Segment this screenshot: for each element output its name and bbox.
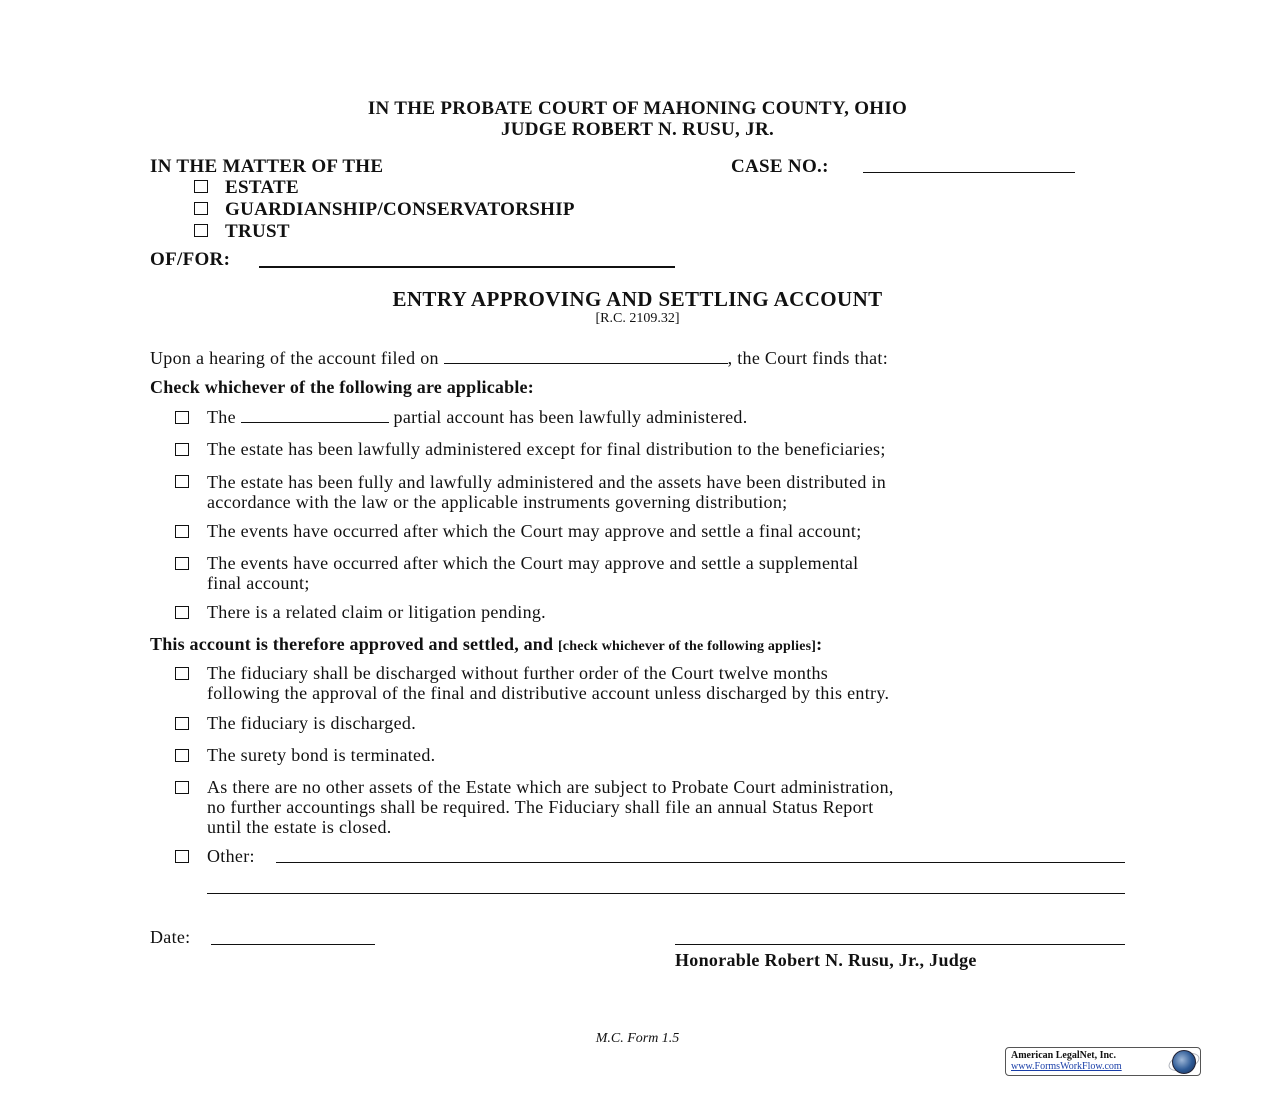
- partial-account-field[interactable]: [241, 408, 389, 423]
- judge-signature-label: Honorable Robert N. Rusu, Jr., Judge: [675, 950, 977, 970]
- finding-item-3-line2: accordance with the law or the applicable instruments governing distribution;: [207, 492, 788, 512]
- case-no-label: CASE NO.:: [731, 156, 829, 177]
- order-checkbox-3[interactable]: [175, 749, 189, 762]
- finding-item-5-line2: final account;: [207, 573, 310, 593]
- date-label: Date:: [150, 927, 191, 947]
- estate-label: ESTATE: [225, 177, 299, 198]
- finding-checkbox-5[interactable]: [175, 557, 189, 570]
- findings-heading: Check whichever of the following are applicable:: [150, 377, 534, 397]
- order-item-1-line2: following the approval of the final and distributive account unless discharged by this entry.: [207, 683, 890, 703]
- order-item-4-line1: As there are no other assets of the Estate which are subject to Probate Court administration,: [207, 777, 894, 797]
- hearing-statement: [150, 348, 888, 369]
- hearing-prefix: Upon a hearing of the account filed on: [150, 348, 439, 368]
- globe-icon: [1172, 1050, 1196, 1074]
- other-field-line2[interactable]: [207, 893, 1125, 894]
- finding-item-3-line1: The estate has been fully and lawfully administered and the assets have been distributed in: [207, 472, 887, 492]
- vendor-logo[interactable]: [1005, 1047, 1201, 1076]
- finding-checkbox-3[interactable]: [175, 475, 189, 488]
- form-title: ENTRY APPROVING AND SETTLING ACCOUNT: [392, 287, 883, 311]
- offor-field[interactable]: [259, 266, 675, 268]
- order-item-1-line1: The fiduciary shall be discharged without further order of the Court twelve months: [207, 663, 829, 683]
- finding-item-2: The estate has been lawfully administered except for final distribution to the beneficiaries;: [207, 439, 886, 459]
- case-no-field[interactable]: [863, 172, 1075, 173]
- order-item-4-line2: no further accountings shall be required. The Fiduciary shall file an annual Status Report: [207, 797, 874, 817]
- form-number: M.C. Form 1.5: [595, 1031, 680, 1046]
- order-checkbox-1[interactable]: [175, 667, 189, 680]
- guardianship-checkbox[interactable]: [194, 202, 208, 215]
- finding-item-4: The events have occurred after which the Court may approve and settle a final account;: [207, 521, 862, 541]
- vendor-url[interactable]: www.FormsWorkFlow.com: [1011, 1061, 1122, 1072]
- hearing-suffix: , the Court finds that:: [727, 348, 889, 368]
- order-checkbox-other[interactable]: [175, 850, 189, 863]
- hearing-date-field[interactable]: [444, 349, 728, 364]
- orders-heading-text: This account is therefore approved and settled, and: [150, 634, 554, 654]
- finding-item-5-line1: The events have occurred after which the Court may approve and settle a supplemental: [207, 553, 859, 573]
- order-item-2: The fiduciary is discharged.: [207, 713, 417, 733]
- orders-heading-colon: :: [816, 634, 823, 654]
- finding-item-6: There is a related claim or litigation pending.: [207, 602, 546, 622]
- judge-title: JUDGE ROBERT N. RUSU, JR.: [500, 119, 775, 140]
- orders-heading-note: [check whichever of the following applies]: [557, 639, 817, 654]
- other-label: Other:: [207, 846, 255, 866]
- vendor-name: American LegalNet, Inc.: [1011, 1050, 1116, 1061]
- court-title: IN THE PROBATE COURT OF MAHONING COUNTY, OHIO: [367, 98, 908, 119]
- matter-label: IN THE MATTER OF THE: [150, 156, 384, 177]
- judge-signature-line[interactable]: [675, 944, 1125, 945]
- finding-item-1: [207, 407, 748, 428]
- finding-checkbox-4[interactable]: [175, 525, 189, 538]
- guardianship-label: GUARDIANSHIP/CONSERVATORSHIP: [225, 199, 575, 220]
- date-field[interactable]: [211, 944, 375, 945]
- statute-ref: [R.C. 2109.32]: [595, 311, 680, 326]
- estate-checkbox[interactable]: [194, 180, 208, 193]
- finding-checkbox-2[interactable]: [175, 443, 189, 456]
- order-item-3: The surety bond is terminated.: [207, 745, 436, 765]
- order-checkbox-2[interactable]: [175, 717, 189, 730]
- order-checkbox-4[interactable]: [175, 781, 189, 794]
- finding-item-1-post: partial account has been lawfully administered.: [393, 407, 748, 427]
- order-item-4-line3: until the estate is closed.: [207, 817, 392, 837]
- offor-label: OF/FOR:: [150, 249, 231, 270]
- orders-heading: [150, 634, 822, 655]
- other-field-line1[interactable]: [276, 862, 1125, 863]
- finding-checkbox-6[interactable]: [175, 606, 189, 619]
- trust-label: TRUST: [225, 221, 290, 242]
- trust-checkbox[interactable]: [194, 224, 208, 237]
- finding-item-1-pre: The: [207, 407, 236, 427]
- finding-checkbox-1[interactable]: [175, 411, 189, 424]
